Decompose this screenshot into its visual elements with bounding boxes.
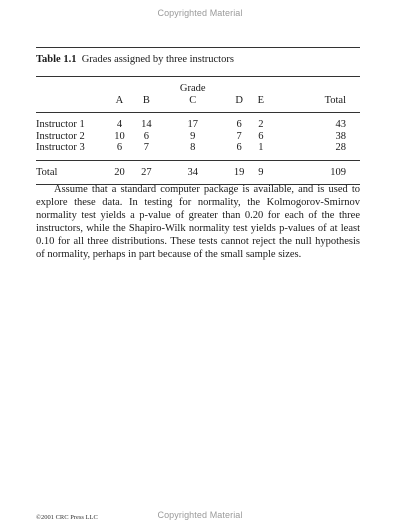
group-header-row: [36, 83, 360, 95]
table-cell: 7: [143, 142, 149, 153]
column-header: C: [189, 94, 197, 106]
table-block: [36, 47, 360, 185]
column-header-total: Total: [324, 94, 346, 106]
group-header-grade: Grade: [179, 83, 206, 94]
table-cell-total: 28: [335, 142, 346, 153]
table-top-rule: [36, 47, 360, 48]
row-label: Instructor 2: [36, 130, 85, 142]
body-paragraph: Assume that a standard computer package is available, and is used to explore these data. In testing for normality, the Kolmogorov-Smirnov normality test yields a p-value of greater than 0.20 for each of the three instructors, while the Shapiro-Wilk normality test yields p-values of at least 0.10 for all three distributions. These tests cannot reject the null hypothesis of normality, perhaps in part because of the small sample sizes.: [36, 184, 360, 260]
table-caption: [36, 54, 360, 66]
table-caption-label: Table 1.1: [36, 54, 77, 65]
table-cell: 8: [190, 142, 196, 153]
watermark-top: Copyrighted Material: [157, 8, 243, 18]
row-label: Instructor 1: [36, 119, 85, 130]
table-cell: 4: [116, 119, 123, 130]
table-cell: 14: [141, 119, 152, 130]
column-header: E: [257, 94, 265, 106]
table-cell: 10: [114, 130, 125, 142]
table-cell: 6: [236, 119, 242, 130]
table-cell: 6: [143, 130, 149, 142]
table-cell-total: 43: [335, 119, 346, 130]
table-cell: 17: [187, 119, 198, 130]
table-cell: 27: [141, 166, 152, 178]
column-header: A: [115, 94, 124, 106]
table-cell: 6: [116, 142, 123, 153]
row-label-total: Total: [36, 166, 58, 178]
column-header: D: [235, 94, 243, 106]
table-cell: 34: [187, 166, 198, 178]
table-row: [36, 131, 360, 143]
column-header-row: [36, 95, 360, 107]
table-cell: 6: [236, 142, 242, 153]
table-cell: 9: [190, 130, 196, 142]
table-cell: 20: [114, 166, 125, 178]
table-cell: 7: [236, 130, 242, 142]
table-cell-total: 109: [330, 166, 346, 178]
table-cell: 6: [258, 130, 264, 142]
copyright-footer: ©2001 CRC Press LLC: [36, 514, 98, 521]
table-cell: 9: [258, 166, 264, 178]
row-label: Instructor 3: [36, 142, 85, 153]
table-row: [36, 142, 360, 154]
table-caption-text: Grades assigned by three instructors: [81, 54, 234, 65]
table-cell: 2: [258, 119, 264, 130]
table-row: [36, 119, 360, 131]
grades-table: [36, 77, 360, 185]
total-row: [36, 167, 360, 179]
table-cell: 1: [258, 142, 264, 153]
watermark-bottom: Copyrighted Material: [157, 510, 243, 520]
column-header: B: [142, 94, 150, 106]
table-cell: 19: [233, 166, 245, 178]
table-cell-total: 38: [335, 130, 346, 142]
